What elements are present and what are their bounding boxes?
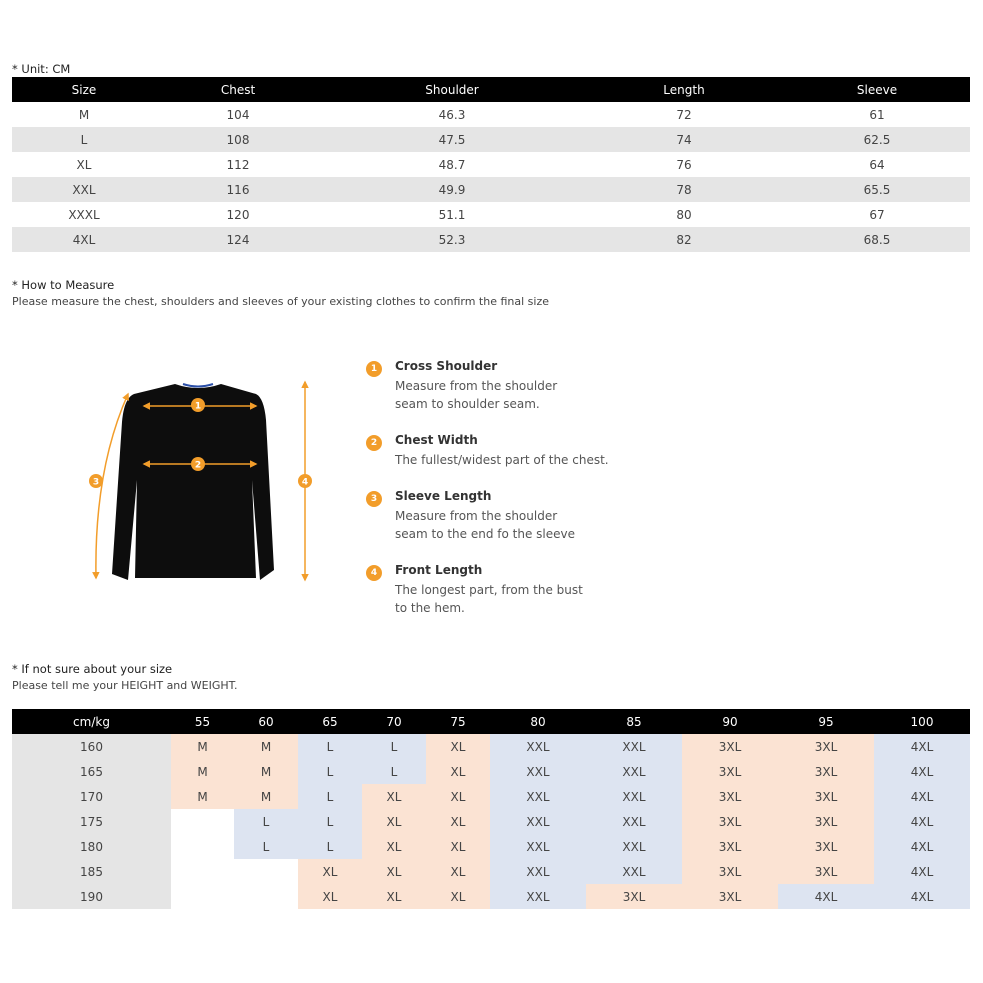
column-header: 60	[234, 709, 298, 734]
size-cell	[171, 859, 234, 884]
size-cell: 4XL	[874, 784, 970, 809]
size-cell: XL	[362, 784, 426, 809]
table-row	[12, 859, 970, 884]
diagram-label-4	[298, 474, 312, 488]
svg-text:2: 2	[194, 460, 202, 471]
svg-text:3: 3	[92, 477, 100, 488]
size-cell: 3XL	[586, 884, 682, 909]
size-cell: XXL	[586, 834, 682, 859]
size-cell	[234, 859, 298, 884]
table-cell: 76	[676, 157, 692, 172]
table-row	[12, 202, 970, 227]
table-cell: 52.3	[320, 227, 584, 252]
size-cell	[171, 884, 234, 909]
table-cell: XXL	[12, 177, 156, 202]
height-cell: 190	[12, 884, 171, 909]
step-description: Measure from the shoulder seam to shoulder seam.	[395, 379, 558, 411]
size-cell: XL	[426, 734, 490, 759]
size-table-header	[12, 77, 970, 102]
size-cell: 4XL	[778, 884, 874, 909]
size-cell: L	[298, 834, 362, 859]
size-cell: L	[234, 809, 298, 834]
size-cell: 3XL	[682, 809, 778, 834]
size-cell: XL	[426, 859, 490, 884]
svg-text:4: 4	[301, 477, 309, 488]
size-cell: 3XL	[682, 734, 778, 759]
height-weight-header	[12, 709, 970, 734]
height-cell: 160	[12, 734, 171, 759]
table-cell: XXXL	[68, 207, 100, 222]
step-description: The fullest/widest part of the chest.	[395, 453, 609, 467]
table-cell: M	[78, 107, 90, 122]
table-row	[12, 759, 970, 784]
column-header: Shoulder	[320, 77, 584, 102]
column-header: Sleeve	[784, 77, 970, 102]
size-cell	[171, 834, 234, 859]
table-cell: 51.1	[438, 207, 466, 222]
size-cell: M	[171, 784, 234, 809]
step-title: Cross Shoulder	[395, 359, 498, 373]
step-description: The longest part, from the bust to the hem.	[395, 583, 583, 615]
table-row	[12, 227, 970, 252]
table-cell: 64	[869, 157, 885, 172]
size-cell: XXL	[490, 884, 586, 909]
size-cell: XXL	[586, 734, 682, 759]
size-cell: 3XL	[778, 784, 874, 809]
size-cell: XL	[362, 809, 426, 834]
size-cell: 3XL	[682, 884, 778, 909]
table-cell: L	[12, 127, 156, 152]
table-cell: 72	[676, 107, 692, 122]
size-cell: XL	[298, 859, 362, 884]
table-cell: 82	[584, 227, 784, 252]
size-cell: XL	[362, 859, 426, 884]
size-cell: XL	[426, 884, 490, 909]
size-cell: L	[298, 809, 362, 834]
diagram-label-2	[191, 457, 205, 471]
height-cell: 185	[12, 859, 171, 884]
size-cell: XXL	[586, 859, 682, 884]
step-title: Sleeve Length	[395, 489, 492, 503]
step-number-badge: 3	[366, 491, 382, 507]
table-cell: 48.7	[438, 157, 466, 172]
size-cell: XXL	[490, 784, 586, 809]
table-cell: 67	[869, 207, 885, 222]
size-cell: L	[298, 784, 362, 809]
table-cell: 124	[156, 227, 320, 252]
size-cell: 3XL	[682, 859, 778, 884]
column-header: 55	[171, 709, 234, 734]
table-cell: 46.3	[438, 107, 466, 122]
table-row	[12, 784, 970, 809]
column-header: 100	[874, 709, 970, 734]
size-cell: XXL	[586, 759, 682, 784]
diagram-label-1	[191, 398, 205, 412]
table-cell: 74	[584, 127, 784, 152]
svg-text:1: 1	[194, 401, 202, 412]
column-header: Length	[584, 77, 784, 102]
size-cell: XL	[362, 834, 426, 859]
unit-heading: * Unit: CM	[12, 62, 71, 76]
size-cell: 4XL	[874, 884, 970, 909]
table-cell: 78	[584, 177, 784, 202]
size-cell: 3XL	[682, 784, 778, 809]
height-cell: 170	[12, 784, 171, 809]
table-row	[12, 884, 970, 909]
size-cell: L	[362, 734, 426, 759]
table-cell: 120	[226, 207, 250, 222]
size-cell: L	[298, 759, 362, 784]
size-cell: XXL	[490, 734, 586, 759]
size-cell: XL	[426, 809, 490, 834]
table-row	[12, 834, 970, 859]
column-header: 75	[426, 709, 490, 734]
table-cell: 62.5	[784, 127, 970, 152]
table-row	[12, 809, 970, 834]
size-cell: 3XL	[778, 859, 874, 884]
table-cell: 116	[156, 177, 320, 202]
size-cell: XL	[426, 784, 490, 809]
table-row	[12, 734, 970, 759]
size-cell: 4XL	[874, 759, 970, 784]
size-cell: XL	[298, 884, 362, 909]
table-cell: 47.5	[320, 127, 584, 152]
table-cell: 80	[676, 207, 692, 222]
size-cell: 3XL	[778, 809, 874, 834]
table-cell: 4XL	[12, 227, 156, 252]
table-row	[12, 127, 970, 152]
step-number-badge: 4	[366, 565, 382, 581]
measure-subtitle: Please measure the chest, shoulders and sleeves of your existing clothes to confirm the final size	[12, 295, 549, 308]
size-cell: XL	[426, 834, 490, 859]
table-cell: 108	[156, 127, 320, 152]
size-cell: XXL	[490, 809, 586, 834]
column-header: 70	[362, 709, 426, 734]
column-header: Size	[12, 77, 156, 102]
size-cell: 4XL	[874, 809, 970, 834]
column-header: 90	[682, 709, 778, 734]
size-cell: 4XL	[874, 834, 970, 859]
column-header: 65	[298, 709, 362, 734]
size-cell	[234, 884, 298, 909]
table-row	[12, 152, 970, 177]
column-header: 85	[586, 709, 682, 734]
size-cell: L	[298, 734, 362, 759]
unsure-subtitle: Please tell me your HEIGHT and WEIGHT.	[12, 679, 238, 692]
size-cell: L	[362, 759, 426, 784]
size-cell: 4XL	[874, 859, 970, 884]
step-title: Chest Width	[395, 433, 478, 447]
size-cell	[171, 809, 234, 834]
table-cell: 104	[226, 107, 250, 122]
size-cell: 3XL	[778, 759, 874, 784]
table-cell: XL	[76, 157, 92, 172]
size-cell: XL	[426, 759, 490, 784]
column-header: 80	[490, 709, 586, 734]
size-cell: 3XL	[682, 834, 778, 859]
size-cell: M	[171, 759, 234, 784]
size-cell: M	[234, 784, 298, 809]
table-row	[12, 102, 970, 127]
column-header: cm/kg	[12, 709, 171, 734]
size-cell: M	[234, 734, 298, 759]
sweater-silhouette	[112, 384, 274, 580]
step-title: Front Length	[395, 563, 483, 577]
sweater-diagram	[80, 370, 330, 590]
size-cell: XL	[362, 884, 426, 909]
height-cell: 165	[12, 759, 171, 784]
size-chart-table	[12, 77, 970, 252]
measure-heading: * How to Measure	[12, 278, 115, 292]
table-row	[12, 177, 970, 202]
height-cell: 180	[12, 834, 171, 859]
column-header: 95	[778, 709, 874, 734]
size-cell: XXL	[586, 784, 682, 809]
size-cell: L	[234, 834, 298, 859]
size-cell: M	[234, 759, 298, 784]
size-cell: M	[171, 734, 234, 759]
height-cell: 175	[12, 809, 171, 834]
size-cell: 3XL	[682, 759, 778, 784]
table-cell: 68.5	[784, 227, 970, 252]
step-number-badge: 2	[366, 435, 382, 451]
table-cell: 61	[869, 107, 885, 122]
size-cell: XXL	[586, 809, 682, 834]
size-cell: XXL	[490, 834, 586, 859]
table-cell: 112	[226, 157, 250, 172]
size-cell: XXL	[490, 859, 586, 884]
height-weight-table	[12, 709, 970, 909]
step-description: Measure from the shoulder seam to the end fo the sleeve	[395, 509, 576, 541]
column-header: Chest	[156, 77, 320, 102]
size-cell: 4XL	[874, 734, 970, 759]
size-cell: XXL	[490, 759, 586, 784]
table-cell: 49.9	[320, 177, 584, 202]
diagram-label-3	[89, 474, 103, 488]
size-cell: 3XL	[778, 834, 874, 859]
size-cell: 3XL	[778, 734, 874, 759]
step-number-badge: 1	[366, 361, 382, 377]
table-cell: 65.5	[784, 177, 970, 202]
unsure-heading: * If not sure about your size	[12, 662, 173, 676]
